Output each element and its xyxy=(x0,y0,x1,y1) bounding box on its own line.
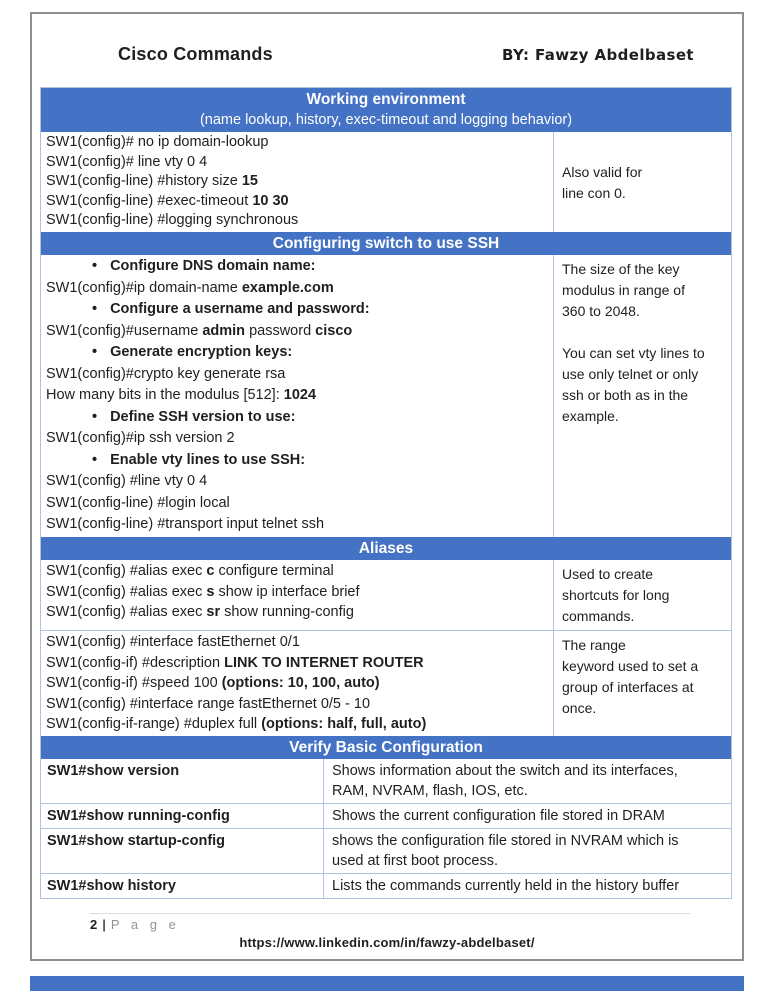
command-text: SW1(config)# no ip domain-lookup xyxy=(46,134,269,150)
verify-row xyxy=(41,759,731,803)
command-line xyxy=(46,471,549,493)
command-line xyxy=(46,364,549,386)
command-text: SW1(config-line) #transport input telnet ssh xyxy=(46,516,325,532)
note-line: You can set vty lines to xyxy=(562,345,705,361)
command-text: SW1(config-line) #logging synchronous xyxy=(46,212,299,228)
command-text: SW1(config-line) #history size xyxy=(46,173,242,189)
bullet-icon: • xyxy=(92,258,98,274)
bullet-icon: • xyxy=(92,451,98,468)
command-line xyxy=(46,673,549,694)
verify-description-cell: Lists the commands currently held in the history buffer xyxy=(332,878,680,894)
verify-row xyxy=(41,803,731,828)
command-text: Configure a username and password: xyxy=(110,301,370,317)
note-line: line con 0. xyxy=(562,184,626,201)
footer-divider xyxy=(90,913,690,914)
page-number-separator: | xyxy=(102,917,106,932)
section-banner-text: Working environment xyxy=(306,91,466,108)
note-cell xyxy=(554,631,731,736)
command-line xyxy=(46,133,549,153)
command-line xyxy=(46,493,549,515)
command-text: configure terminal xyxy=(214,563,334,579)
command-row xyxy=(41,255,731,537)
command-line xyxy=(46,211,549,231)
command-text: SW1(config) #alias exec xyxy=(46,604,207,620)
section-banner-text: Configuring switch to use SSH xyxy=(272,235,500,252)
document-page xyxy=(30,12,744,961)
command-line xyxy=(46,172,549,192)
commands-cell xyxy=(41,560,554,630)
command-line xyxy=(46,694,549,715)
command-text: c xyxy=(206,563,215,579)
bullet-line xyxy=(46,256,549,278)
bullet-line xyxy=(46,450,549,472)
command-text: SW1(config) #alias exec xyxy=(46,583,207,600)
commands-table xyxy=(40,87,732,899)
command-text: SW1(config)#username xyxy=(46,322,203,339)
commands-cell xyxy=(41,255,554,537)
command-text: cisco xyxy=(315,322,353,339)
command-row xyxy=(41,630,731,736)
command-text: SW1(config-if) #description xyxy=(46,654,225,671)
page-number-line xyxy=(90,917,742,933)
page-word: P a g e xyxy=(110,917,180,932)
command-text: show ip interface brief xyxy=(214,583,360,600)
section-banner xyxy=(41,537,731,560)
note-cell xyxy=(554,560,731,630)
command-text: Enable vty lines to use SSH: xyxy=(110,451,306,468)
verify-description-cell: Shows the current configuration file stored in DRAM xyxy=(332,808,665,824)
command-text: Generate encryption keys: xyxy=(110,344,293,360)
section-banner-text: Verify Basic Configuration xyxy=(289,739,483,756)
command-row xyxy=(41,560,731,630)
command-text: SW1(config-line) #login local xyxy=(46,494,230,511)
note-line: ssh or both as in the xyxy=(562,387,689,403)
command-line xyxy=(46,653,549,674)
note-cell xyxy=(554,132,731,232)
linkedin-link[interactable]: https://www.linkedin.com/in/fawzy-abdelbaset/ xyxy=(239,935,535,950)
note-line: The size of the key xyxy=(562,261,680,277)
note-line: commands. xyxy=(562,608,635,624)
note-line: 360 to 2048. xyxy=(562,303,640,319)
command-line xyxy=(46,632,549,653)
command-text: 1024 xyxy=(283,387,317,403)
command-text: SW1(config) #line vty 0 4 xyxy=(46,473,208,489)
next-page-banner-strip xyxy=(30,976,744,991)
command-line xyxy=(46,321,549,343)
command-text: s xyxy=(206,583,215,600)
section-banner xyxy=(41,232,731,255)
note-line: Also valid for xyxy=(562,163,643,180)
bullet-icon: • xyxy=(92,408,98,425)
command-text: SW1(config-if) #speed 100 xyxy=(46,675,222,692)
section-banner-text: (name lookup, history, exec-timeout and logging behavior) xyxy=(199,112,573,128)
page-number: 2 xyxy=(90,917,98,932)
note-line: group of interfaces at xyxy=(562,679,694,695)
commands-cell xyxy=(41,631,554,736)
verify-row xyxy=(41,873,731,898)
command-line xyxy=(46,602,549,623)
verify-description-cell: Shows information about the switch and its interfaces, RAM, NVRAM, flash, IOS, etc. xyxy=(332,763,678,799)
commands-cell xyxy=(41,132,554,232)
note-line: use only telnet or only xyxy=(562,366,699,382)
command-line xyxy=(46,192,549,212)
command-line xyxy=(46,514,549,536)
note-line xyxy=(562,322,729,343)
note-cell xyxy=(554,255,731,537)
command-text: Configure DNS domain name: xyxy=(110,258,316,274)
command-text: SW1(config) #interface fastEthernet 0/1 xyxy=(46,634,300,650)
command-row xyxy=(41,132,731,232)
section-banner xyxy=(41,736,731,759)
command-text: show running-config xyxy=(220,604,354,620)
command-text: password xyxy=(245,322,316,339)
note-line: modulus in range of xyxy=(562,282,685,298)
command-line xyxy=(46,582,549,603)
command-line xyxy=(46,561,549,582)
command-line xyxy=(46,278,549,300)
command-text: SW1(config)#ip ssh version 2 xyxy=(46,430,235,446)
command-text: SW1(config)#ip domain-name xyxy=(46,279,242,296)
command-text: SW1(config) #alias exec xyxy=(46,563,207,579)
command-text: SW1(config)#crypto key generate rsa xyxy=(46,365,286,382)
document-header xyxy=(32,44,742,65)
note-line: The range xyxy=(562,637,626,653)
command-text: (options: 10, 100, auto) xyxy=(221,675,380,692)
command-line xyxy=(46,153,549,173)
section-banner xyxy=(41,88,731,132)
note-line: shortcuts for long xyxy=(562,587,670,603)
verify-row xyxy=(41,828,731,873)
command-text: SW1(config-line) #exec-timeout xyxy=(46,192,253,209)
bullet-line xyxy=(46,342,549,364)
command-text: How many bits in the modulus [512]: xyxy=(46,387,284,403)
bullet-icon: • xyxy=(92,301,98,317)
command-text: 10 30 xyxy=(252,192,289,209)
command-text: SW1(config)# line vty 0 4 xyxy=(46,153,208,170)
verify-command-cell: SW1#show history xyxy=(41,874,324,898)
bullet-line xyxy=(46,299,549,321)
command-text: Define SSH version to use: xyxy=(110,408,296,425)
bullet-icon: • xyxy=(92,344,98,360)
note-line: keyword used to set a xyxy=(562,658,699,674)
command-text: sr xyxy=(206,604,221,620)
note-line: once. xyxy=(562,700,597,716)
command-text: 15 xyxy=(241,173,258,189)
command-line xyxy=(46,428,549,450)
author-byline: BY: Fawzy Abdelbaset xyxy=(502,46,694,64)
command-text: example.com xyxy=(241,279,334,296)
command-text: (options: half, full, auto) xyxy=(261,716,427,733)
command-text: SW1(config) #interface range fastEthernet 0/5 - 10 xyxy=(46,695,371,712)
command-line xyxy=(46,714,549,735)
page-title: Cisco Commands xyxy=(118,44,273,64)
note-line: Used to create xyxy=(562,566,654,582)
verify-description-cell: shows the configuration file stored in NVRAM which is used at first boot process. xyxy=(332,833,679,869)
verify-command-cell: SW1#show startup-config xyxy=(41,829,324,873)
note-line: example. xyxy=(562,408,619,424)
verify-command-cell: SW1#show version xyxy=(41,759,324,803)
command-line xyxy=(46,385,549,407)
command-text: LINK TO INTERNET ROUTER xyxy=(224,654,424,671)
command-text: SW1(config-if-range) #duplex full xyxy=(46,716,262,733)
command-text: admin xyxy=(202,322,246,339)
verify-command-cell: SW1#show running-config xyxy=(41,804,324,828)
bullet-line xyxy=(46,407,549,429)
section-banner-text: Aliases xyxy=(358,540,414,557)
